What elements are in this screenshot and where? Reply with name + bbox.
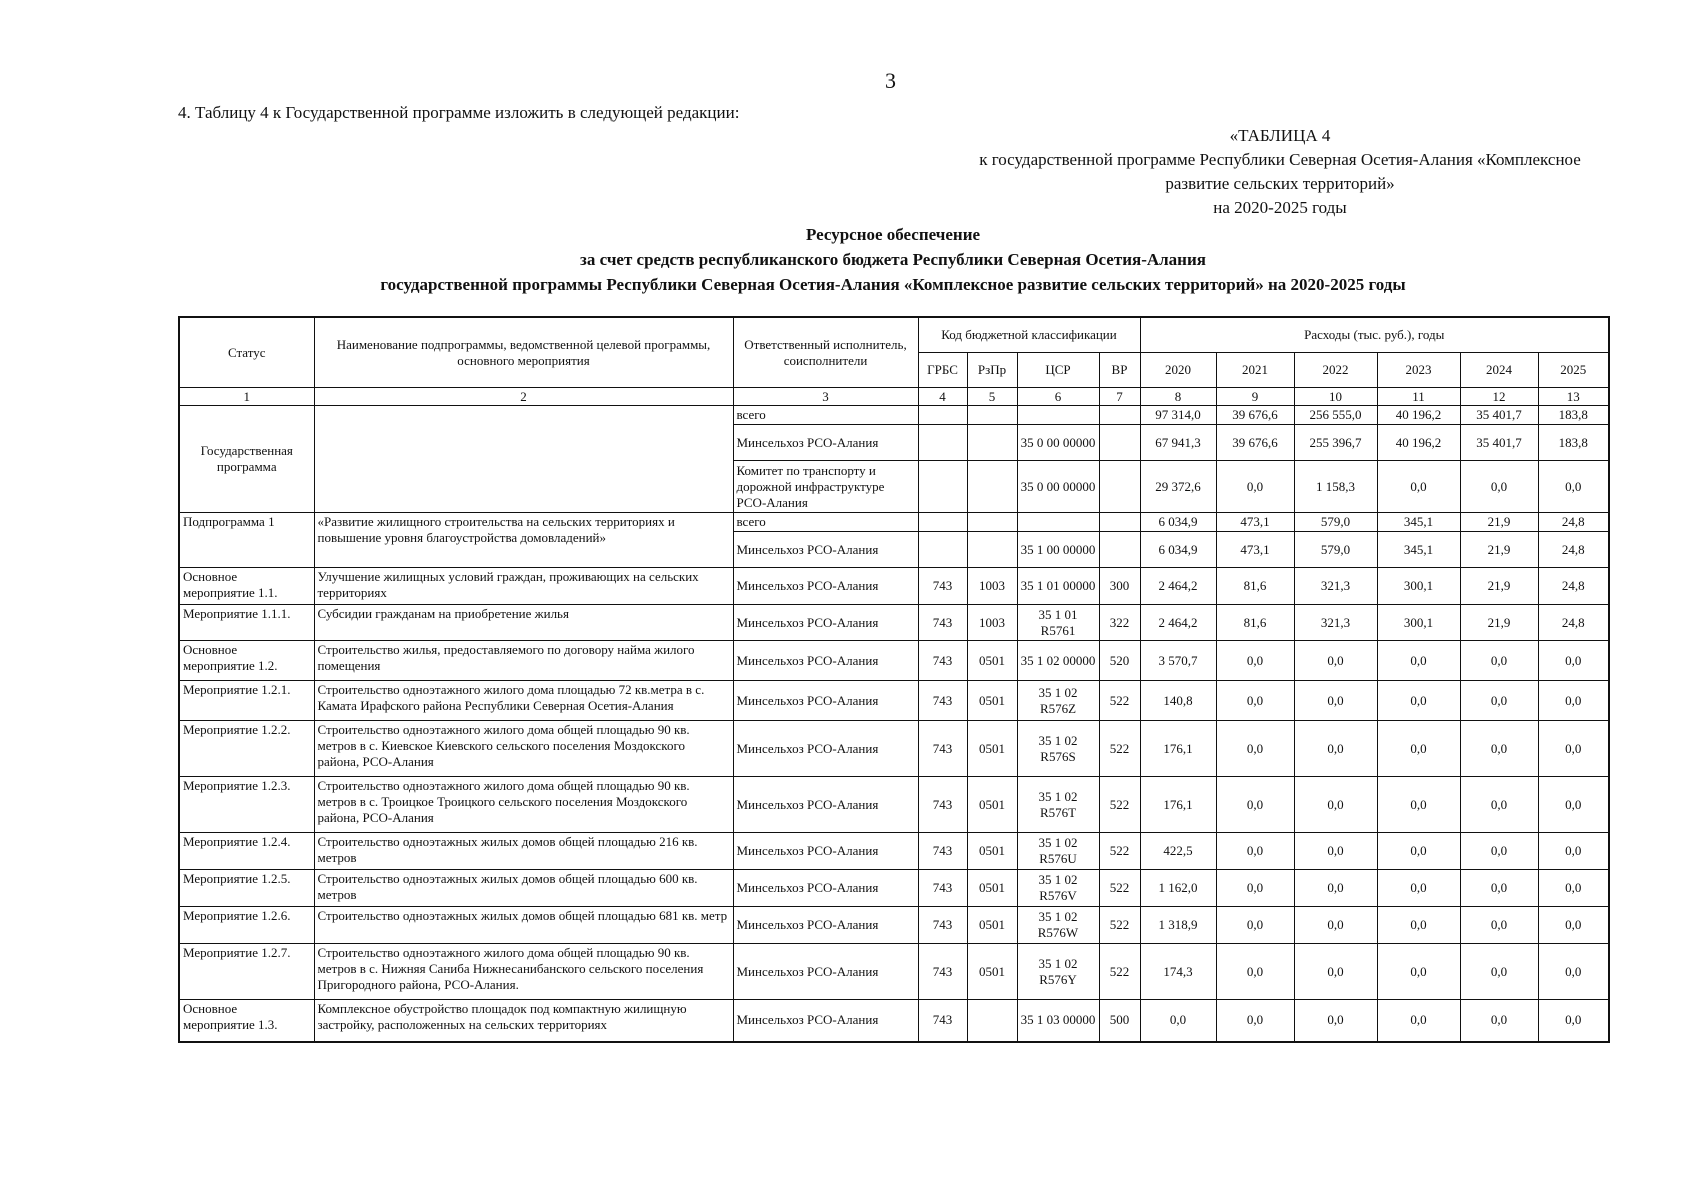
header-year: 2025 bbox=[1538, 353, 1609, 388]
column-number-cell: 5 bbox=[967, 388, 1017, 406]
expense-cell: 24,8 bbox=[1538, 513, 1609, 532]
expense-cell: 0,0 bbox=[1294, 833, 1377, 870]
status-cell: Государственная программа bbox=[179, 406, 314, 513]
expense-cell: 422,5 bbox=[1140, 833, 1216, 870]
vr-cell: 520 bbox=[1099, 641, 1140, 681]
header-year: 2021 bbox=[1216, 353, 1294, 388]
executor-cell: Минсельхоз РСО-Алания bbox=[733, 721, 918, 777]
name-cell: Строительство одноэтажного жилого дома общей площадью 90 кв. метров в с. Киевское Киевского сельского поселения Моздокского района, РСО-Алания bbox=[314, 721, 733, 777]
grbs-cell: 743 bbox=[918, 721, 967, 777]
expense-cell: 300,1 bbox=[1377, 568, 1460, 605]
expense-cell: 0,0 bbox=[1377, 641, 1460, 681]
expense-cell: 0,0 bbox=[1538, 641, 1609, 681]
rzpr-cell: 1003 bbox=[967, 605, 1017, 641]
status-cell: Мероприятие 1.2.3. bbox=[179, 777, 314, 833]
csr-cell: 35 0 00 00000 bbox=[1017, 425, 1099, 461]
expense-cell: 6 034,9 bbox=[1140, 532, 1216, 568]
column-number-cell: 11 bbox=[1377, 388, 1460, 406]
expense-cell: 0,0 bbox=[1377, 944, 1460, 1000]
rzpr-cell bbox=[967, 532, 1017, 568]
expense-cell: 21,9 bbox=[1460, 568, 1538, 605]
name-cell: Строительство одноэтажного жилого дома площадью 72 кв.метра в с. Камата Ирафского района Республики Северная Осетия-Алания bbox=[314, 681, 733, 721]
csr-cell: 35 1 02 R576V bbox=[1017, 870, 1099, 907]
header-grbs: ГРБС bbox=[918, 353, 967, 388]
vr-cell: 522 bbox=[1099, 944, 1140, 1000]
rzpr-cell: 0501 bbox=[967, 870, 1017, 907]
expense-cell: 183,8 bbox=[1538, 406, 1609, 425]
expense-cell: 579,0 bbox=[1294, 532, 1377, 568]
vr-cell: 500 bbox=[1099, 1000, 1140, 1042]
executor-cell: Минсельхоз РСО-Алания bbox=[733, 641, 918, 681]
name-cell: Строительство жилья, предоставляемого по договору найма жилого помещения bbox=[314, 641, 733, 681]
status-cell: Основное мероприятие 1.1. bbox=[179, 568, 314, 605]
table-row bbox=[179, 406, 1609, 425]
vr-cell: 522 bbox=[1099, 777, 1140, 833]
table-row bbox=[179, 513, 1609, 532]
column-number-cell: 4 bbox=[918, 388, 967, 406]
header-year: 2020 bbox=[1140, 353, 1216, 388]
expense-cell: 0,0 bbox=[1294, 907, 1377, 944]
expense-cell: 24,8 bbox=[1538, 532, 1609, 568]
csr-cell: 35 1 02 R576U bbox=[1017, 833, 1099, 870]
grbs-cell: 743 bbox=[918, 777, 967, 833]
expense-cell: 0,0 bbox=[1538, 870, 1609, 907]
column-number-cell: 10 bbox=[1294, 388, 1377, 406]
vr-cell: 322 bbox=[1099, 605, 1140, 641]
csr-cell bbox=[1017, 513, 1099, 532]
vr-cell bbox=[1099, 406, 1140, 425]
column-number-row bbox=[179, 388, 1609, 406]
executor-cell: Минсельхоз РСО-Алания bbox=[733, 532, 918, 568]
rzpr-cell: 0501 bbox=[967, 833, 1017, 870]
expense-cell: 29 372,6 bbox=[1140, 461, 1216, 513]
expense-cell: 2 464,2 bbox=[1140, 605, 1216, 641]
name-cell: Строительство одноэтажного жилого дома общей площадью 90 кв. метров в с. Троицкое Троицкого сельского поселения Моздокского района, РСО-Алания bbox=[314, 777, 733, 833]
csr-cell: 35 1 02 R576T bbox=[1017, 777, 1099, 833]
expense-cell: 0,0 bbox=[1294, 944, 1377, 1000]
expense-cell: 321,3 bbox=[1294, 568, 1377, 605]
grbs-cell bbox=[918, 513, 967, 532]
expense-cell: 0,0 bbox=[1377, 461, 1460, 513]
csr-cell: 35 1 01 R5761 bbox=[1017, 605, 1099, 641]
expense-cell: 0,0 bbox=[1460, 461, 1538, 513]
expense-cell: 0,0 bbox=[1538, 1000, 1609, 1042]
status-cell: Мероприятие 1.2.4. bbox=[179, 833, 314, 870]
expense-cell: 300,1 bbox=[1377, 605, 1460, 641]
vr-cell bbox=[1099, 461, 1140, 513]
csr-cell: 35 1 00 00000 bbox=[1017, 532, 1099, 568]
executor-cell: Минсельхоз РСО-Алания bbox=[733, 870, 918, 907]
rzpr-cell: 1003 bbox=[967, 568, 1017, 605]
expense-cell: 0,0 bbox=[1294, 1000, 1377, 1042]
status-cell: Мероприятие 1.2.2. bbox=[179, 721, 314, 777]
expense-cell: 183,8 bbox=[1538, 425, 1609, 461]
rzpr-cell: 0501 bbox=[967, 641, 1017, 681]
executor-cell: всего bbox=[733, 513, 918, 532]
page-number: 3 bbox=[885, 68, 896, 93]
vr-cell: 522 bbox=[1099, 681, 1140, 721]
vr-cell bbox=[1099, 532, 1140, 568]
expense-cell: 0,0 bbox=[1216, 641, 1294, 681]
csr-cell: 35 1 02 R576Y bbox=[1017, 944, 1099, 1000]
csr-cell: 35 1 02 R576S bbox=[1017, 721, 1099, 777]
title-line: государственной программы Республики Северная Осетия-Алания «Комплексное развитие сельских территорий» на 2020-2025 годы bbox=[380, 275, 1406, 294]
rzpr-cell: 0501 bbox=[967, 944, 1017, 1000]
csr-cell bbox=[1017, 406, 1099, 425]
expense-cell: 97 314,0 bbox=[1140, 406, 1216, 425]
expense-cell: 473,1 bbox=[1216, 513, 1294, 532]
table-row bbox=[179, 568, 1609, 605]
csr-cell: 35 1 02 R576Z bbox=[1017, 681, 1099, 721]
expense-cell: 0,0 bbox=[1460, 681, 1538, 721]
expense-cell: 3 570,7 bbox=[1140, 641, 1216, 681]
executor-cell: всего bbox=[733, 406, 918, 425]
column-number-cell: 6 bbox=[1017, 388, 1099, 406]
annex-line: развитие сельских территорий» bbox=[1165, 174, 1395, 193]
expense-cell: 0,0 bbox=[1216, 870, 1294, 907]
expense-cell: 0,0 bbox=[1140, 1000, 1216, 1042]
expense-cell: 21,9 bbox=[1460, 605, 1538, 641]
expense-cell: 321,3 bbox=[1294, 605, 1377, 641]
rzpr-cell: 0501 bbox=[967, 681, 1017, 721]
expense-cell: 0,0 bbox=[1538, 461, 1609, 513]
rzpr-cell: 0501 bbox=[967, 721, 1017, 777]
expense-cell: 176,1 bbox=[1140, 721, 1216, 777]
header-year: 2023 bbox=[1377, 353, 1460, 388]
expense-cell: 0,0 bbox=[1216, 681, 1294, 721]
column-number-cell: 1 bbox=[179, 388, 314, 406]
executor-cell: Минсельхоз РСО-Алания bbox=[733, 944, 918, 1000]
rzpr-cell bbox=[967, 425, 1017, 461]
expense-cell: 40 196,2 bbox=[1377, 425, 1460, 461]
expense-cell: 0,0 bbox=[1377, 907, 1460, 944]
table-row bbox=[179, 641, 1609, 681]
expense-cell: 0,0 bbox=[1460, 641, 1538, 681]
name-cell bbox=[314, 406, 733, 513]
executor-cell: Минсельхоз РСО-Алания bbox=[733, 681, 918, 721]
table-row bbox=[179, 870, 1609, 907]
grbs-cell: 743 bbox=[918, 641, 967, 681]
grbs-cell bbox=[918, 425, 967, 461]
expense-cell: 81,6 bbox=[1216, 605, 1294, 641]
expense-cell: 21,9 bbox=[1460, 513, 1538, 532]
rzpr-cell: 0501 bbox=[967, 777, 1017, 833]
expense-cell: 1 162,0 bbox=[1140, 870, 1216, 907]
document-title bbox=[178, 222, 1608, 297]
expense-cell: 0,0 bbox=[1538, 833, 1609, 870]
executor-cell: Минсельхоз РСО-Алания bbox=[733, 605, 918, 641]
table-row bbox=[179, 944, 1609, 1000]
vr-cell: 522 bbox=[1099, 907, 1140, 944]
table-body bbox=[179, 388, 1609, 1042]
status-cell: Основное мероприятие 1.2. bbox=[179, 641, 314, 681]
rzpr-cell bbox=[967, 1000, 1017, 1042]
name-cell: Улучшение жилищных условий граждан, проживающих на сельских территориях bbox=[314, 568, 733, 605]
expense-cell: 39 676,6 bbox=[1216, 406, 1294, 425]
resource-table bbox=[178, 316, 1610, 1043]
expense-cell: 24,8 bbox=[1538, 605, 1609, 641]
executor-cell: Минсельхоз РСО-Алания bbox=[733, 1000, 918, 1042]
csr-cell: 35 1 01 00000 bbox=[1017, 568, 1099, 605]
header-budget-code: Код бюджетной классификации bbox=[918, 317, 1140, 353]
title-line: Ресурсное обеспечение bbox=[805, 225, 981, 244]
executor-cell: Комитет по транспорту и дорожной инфраструктуре РСО-Алания bbox=[733, 461, 918, 513]
rzpr-cell bbox=[967, 461, 1017, 513]
expense-cell: 2 464,2 bbox=[1140, 568, 1216, 605]
grbs-cell: 743 bbox=[918, 681, 967, 721]
expense-cell: 24,8 bbox=[1538, 568, 1609, 605]
name-cell: Строительство одноэтажных жилых домов общей площадью 216 кв. метров bbox=[314, 833, 733, 870]
rzpr-cell: 0501 bbox=[967, 907, 1017, 944]
expense-cell: 0,0 bbox=[1216, 777, 1294, 833]
grbs-cell: 743 bbox=[918, 870, 967, 907]
header-year: 2022 bbox=[1294, 353, 1377, 388]
expense-cell: 256 555,0 bbox=[1294, 406, 1377, 425]
expense-cell: 0,0 bbox=[1460, 833, 1538, 870]
table-row bbox=[179, 907, 1609, 944]
grbs-cell: 743 bbox=[918, 605, 967, 641]
vr-cell bbox=[1099, 513, 1140, 532]
vr-cell: 522 bbox=[1099, 870, 1140, 907]
column-number-cell: 9 bbox=[1216, 388, 1294, 406]
expense-cell: 0,0 bbox=[1460, 907, 1538, 944]
name-cell: Строительство одноэтажных жилых домов общей площадью 600 кв. метров bbox=[314, 870, 733, 907]
grbs-cell bbox=[918, 532, 967, 568]
status-cell: Подпрограмма 1 bbox=[179, 513, 314, 568]
expense-cell: 39 676,6 bbox=[1216, 425, 1294, 461]
expense-cell: 0,0 bbox=[1538, 907, 1609, 944]
expense-cell: 1 318,9 bbox=[1140, 907, 1216, 944]
expense-cell: 473,1 bbox=[1216, 532, 1294, 568]
expense-cell: 0,0 bbox=[1294, 721, 1377, 777]
expense-cell: 0,0 bbox=[1460, 1000, 1538, 1042]
table-row bbox=[179, 833, 1609, 870]
expense-cell: 0,0 bbox=[1294, 641, 1377, 681]
expense-cell: 255 396,7 bbox=[1294, 425, 1377, 461]
csr-cell: 35 1 02 R576W bbox=[1017, 907, 1099, 944]
name-cell: Комплексное обустройство площадок под компактную жилищную застройку, расположенных на сельских территориях bbox=[314, 1000, 733, 1042]
executor-cell: Минсельхоз РСО-Алания bbox=[733, 425, 918, 461]
annex-line: к государственной программе Республики Северная Осетия-Алания «Комплексное bbox=[979, 150, 1581, 169]
expense-cell: 35 401,7 bbox=[1460, 425, 1538, 461]
status-cell: Мероприятие 1.1.1. bbox=[179, 605, 314, 641]
table-row bbox=[179, 777, 1609, 833]
header-vr: ВР bbox=[1099, 353, 1140, 388]
expense-cell: 1 158,3 bbox=[1294, 461, 1377, 513]
expense-cell: 0,0 bbox=[1377, 833, 1460, 870]
grbs-cell: 743 bbox=[918, 944, 967, 1000]
table-row bbox=[179, 605, 1609, 641]
grbs-cell: 743 bbox=[918, 833, 967, 870]
expense-cell: 0,0 bbox=[1538, 777, 1609, 833]
name-cell: Строительство одноэтажных жилых домов общей площадью 681 кв. метр bbox=[314, 907, 733, 944]
name-cell: «Развитие жилищного строительства на сельских территориях и повышение уровня благоустройства домовладений» bbox=[314, 513, 733, 568]
expense-cell: 35 401,7 bbox=[1460, 406, 1538, 425]
header-name: Наименование подпрограммы, ведомственной целевой программы, основного мероприятия bbox=[314, 317, 733, 388]
intro-paragraph: 4. Таблицу 4 к Государственной программе изложить в следующей редакции: bbox=[178, 103, 740, 122]
expense-cell: 0,0 bbox=[1538, 944, 1609, 1000]
vr-cell: 300 bbox=[1099, 568, 1140, 605]
rzpr-cell bbox=[967, 513, 1017, 532]
executor-cell: Минсельхоз РСО-Алания bbox=[733, 777, 918, 833]
expense-cell: 0,0 bbox=[1216, 721, 1294, 777]
expense-cell: 0,0 bbox=[1377, 1000, 1460, 1042]
title-line: за счет средств республиканского бюджета Республики Северная Осетия-Алания bbox=[580, 250, 1206, 269]
executor-cell: Минсельхоз РСО-Алания bbox=[733, 907, 918, 944]
csr-cell: 35 0 00 00000 bbox=[1017, 461, 1099, 513]
annex-line: «ТАБЛИЦА 4 bbox=[1229, 126, 1331, 145]
name-cell: Субсидии гражданам на приобретение жилья bbox=[314, 605, 733, 641]
expense-cell: 0,0 bbox=[1216, 944, 1294, 1000]
expense-cell: 81,6 bbox=[1216, 568, 1294, 605]
expense-cell: 0,0 bbox=[1294, 681, 1377, 721]
expense-cell: 140,8 bbox=[1140, 681, 1216, 721]
expense-cell: 0,0 bbox=[1377, 777, 1460, 833]
status-cell: Мероприятие 1.2.7. bbox=[179, 944, 314, 1000]
column-number-cell: 13 bbox=[1538, 388, 1609, 406]
grbs-cell: 743 bbox=[918, 907, 967, 944]
header-status: Статус bbox=[179, 317, 314, 388]
expense-cell: 0,0 bbox=[1216, 1000, 1294, 1042]
status-cell: Мероприятие 1.2.6. bbox=[179, 907, 314, 944]
executor-cell: Минсельхоз РСО-Алания bbox=[733, 833, 918, 870]
expense-cell: 6 034,9 bbox=[1140, 513, 1216, 532]
expense-cell: 174,3 bbox=[1140, 944, 1216, 1000]
column-number-cell: 2 bbox=[314, 388, 733, 406]
expense-cell: 0,0 bbox=[1460, 870, 1538, 907]
expense-cell: 0,0 bbox=[1460, 944, 1538, 1000]
column-number-cell: 12 bbox=[1460, 388, 1538, 406]
expense-cell: 0,0 bbox=[1377, 681, 1460, 721]
expense-cell: 0,0 bbox=[1294, 777, 1377, 833]
csr-cell: 35 1 02 00000 bbox=[1017, 641, 1099, 681]
annex-line: на 2020-2025 годы bbox=[1213, 198, 1347, 217]
expense-cell: 0,0 bbox=[1294, 870, 1377, 907]
grbs-cell bbox=[918, 461, 967, 513]
rzpr-cell bbox=[967, 406, 1017, 425]
expense-cell: 0,0 bbox=[1216, 907, 1294, 944]
column-number-cell: 7 bbox=[1099, 388, 1140, 406]
status-cell: Мероприятие 1.2.5. bbox=[179, 870, 314, 907]
expense-cell: 0,0 bbox=[1460, 721, 1538, 777]
expense-cell: 40 196,2 bbox=[1377, 406, 1460, 425]
name-cell: Строительство одноэтажного жилого дома общей площадью 90 кв. метров в с. Нижняя Саниба Нижнесанибанского сельского поселения Пригородного района, РСО-Алания. bbox=[314, 944, 733, 1000]
table-row bbox=[179, 721, 1609, 777]
vr-cell: 522 bbox=[1099, 721, 1140, 777]
table-row bbox=[179, 1000, 1609, 1042]
grbs-cell: 743 bbox=[918, 1000, 967, 1042]
header-csr: ЦСР bbox=[1017, 353, 1099, 388]
grbs-cell: 743 bbox=[918, 568, 967, 605]
expense-cell: 0,0 bbox=[1216, 461, 1294, 513]
expense-cell: 0,0 bbox=[1538, 681, 1609, 721]
column-number-cell: 8 bbox=[1140, 388, 1216, 406]
header-rzpr: РзПр bbox=[967, 353, 1017, 388]
header-expenses: Расходы (тыс. руб.), годы bbox=[1140, 317, 1609, 353]
expense-cell: 345,1 bbox=[1377, 513, 1460, 532]
expense-cell: 0,0 bbox=[1460, 777, 1538, 833]
expense-cell: 0,0 bbox=[1377, 721, 1460, 777]
grbs-cell bbox=[918, 406, 967, 425]
header-executor: Ответственный исполнитель, соисполнители bbox=[733, 317, 918, 388]
expense-cell: 176,1 bbox=[1140, 777, 1216, 833]
expense-cell: 0,0 bbox=[1216, 833, 1294, 870]
column-number-cell: 3 bbox=[733, 388, 918, 406]
vr-cell: 522 bbox=[1099, 833, 1140, 870]
header-year: 2024 bbox=[1460, 353, 1538, 388]
expense-cell: 21,9 bbox=[1460, 532, 1538, 568]
table-row bbox=[179, 681, 1609, 721]
executor-cell: Минсельхоз РСО-Алания bbox=[733, 568, 918, 605]
csr-cell: 35 1 03 00000 bbox=[1017, 1000, 1099, 1042]
expense-cell: 345,1 bbox=[1377, 532, 1460, 568]
annex-heading bbox=[900, 124, 1660, 220]
status-cell: Основное мероприятие 1.3. bbox=[179, 1000, 314, 1042]
status-cell: Мероприятие 1.2.1. bbox=[179, 681, 314, 721]
expense-cell: 0,0 bbox=[1538, 721, 1609, 777]
expense-cell: 0,0 bbox=[1377, 870, 1460, 907]
vr-cell bbox=[1099, 425, 1140, 461]
expense-cell: 67 941,3 bbox=[1140, 425, 1216, 461]
expense-cell: 579,0 bbox=[1294, 513, 1377, 532]
